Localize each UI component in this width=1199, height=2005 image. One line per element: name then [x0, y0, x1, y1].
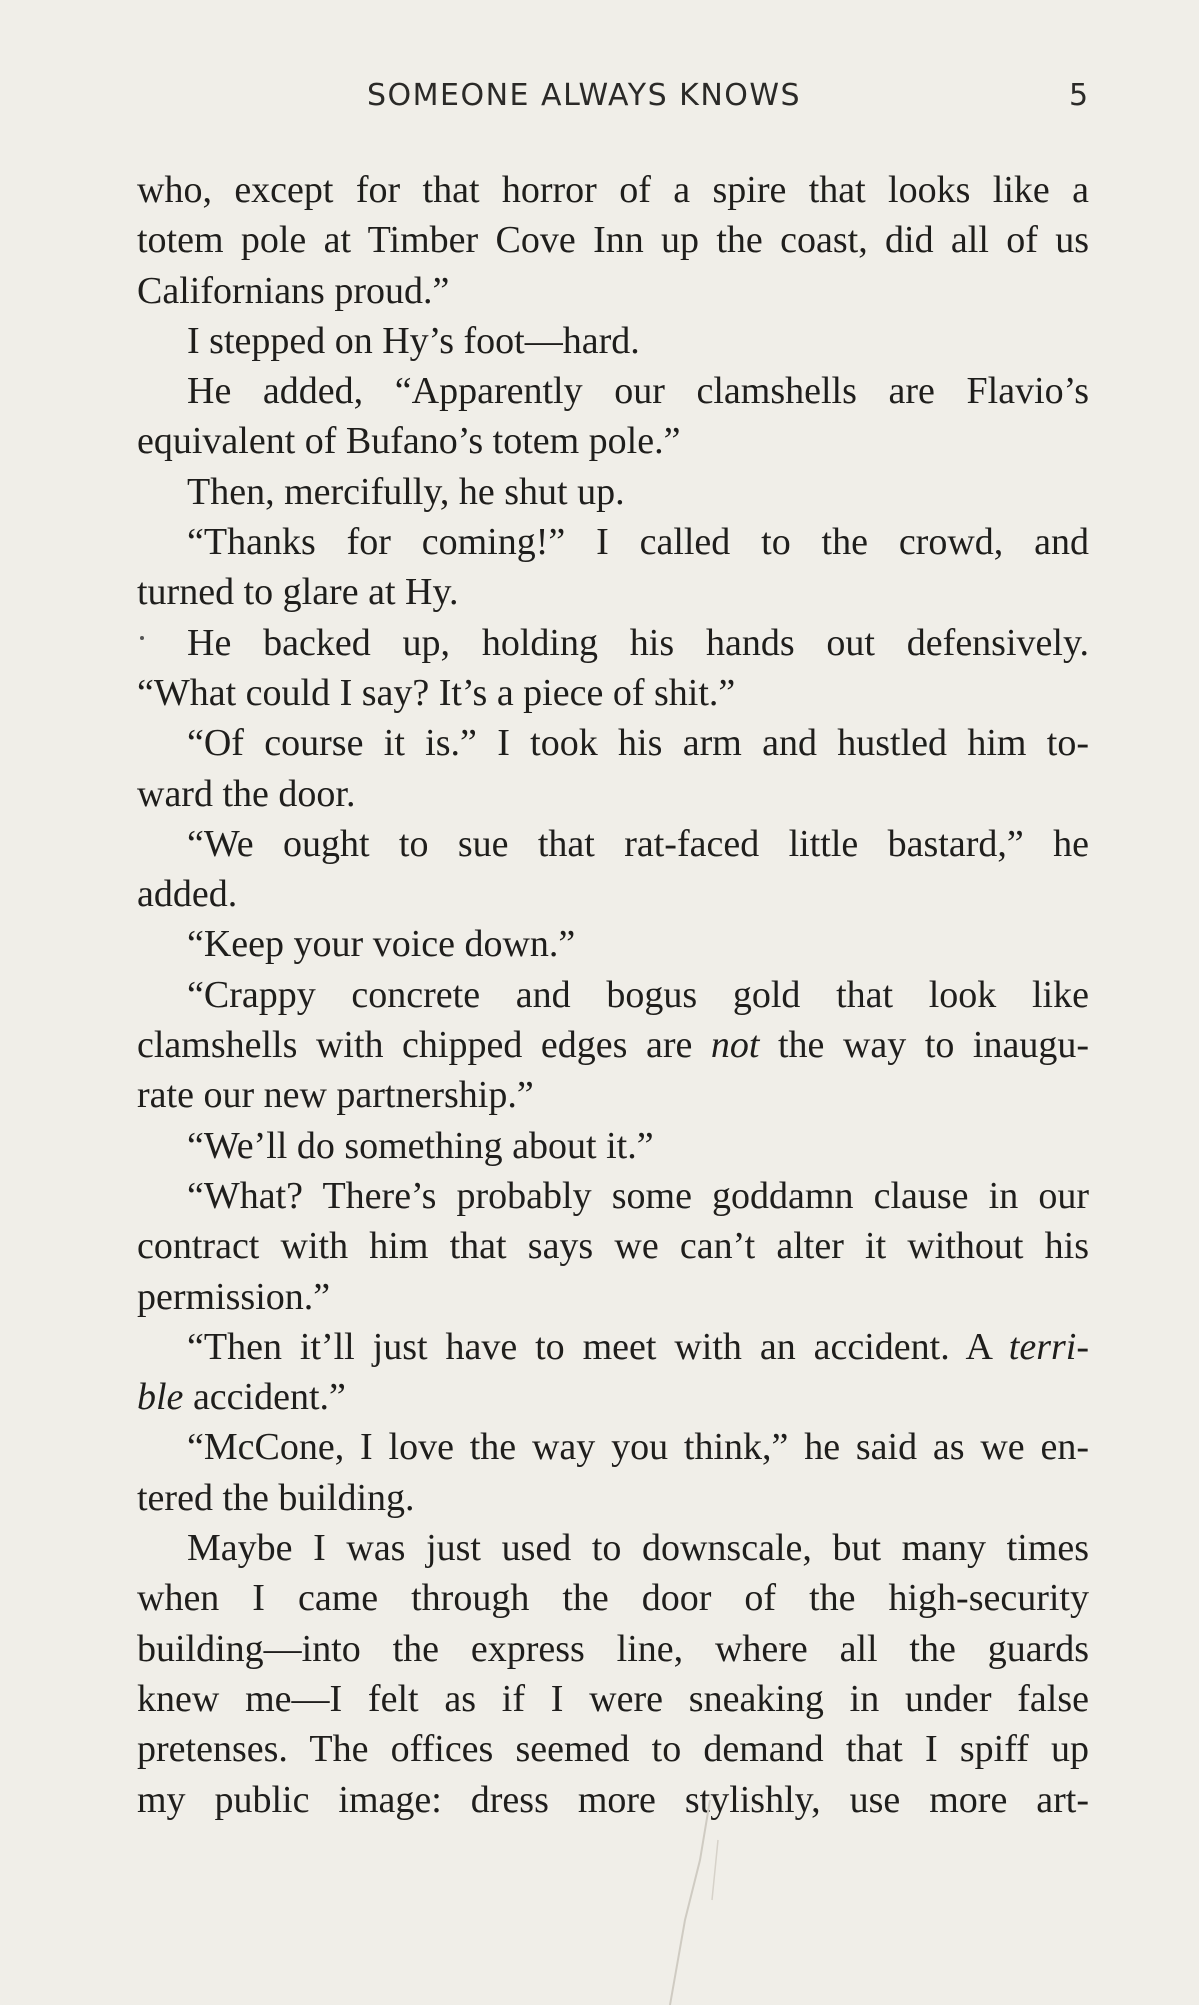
page-number: 5 — [1069, 78, 1089, 113]
text-line: knew me—I felt as if I were sneaking in under false — [137, 1677, 1089, 1720]
text-line: who, except for that horror of a spire that looks like a — [137, 169, 1089, 211]
text-line: He added, “Apparently our clamshells are Flavio’s — [187, 370, 1089, 413]
text-line: I stepped on Hy’s foot—hard. — [187, 319, 640, 362]
text-line: “What could I say? It’s a piece of shit.” — [137, 671, 736, 714]
text-line: equivalent of Bufano’s totem pole.” — [137, 420, 681, 463]
text-line: Californians proud.” — [137, 269, 450, 312]
text-line: pretenses. The offices seemed to demand that I spiff up — [137, 1728, 1089, 1771]
running-title: SOMEONE ALWAYS KNOWS — [367, 78, 802, 113]
text-line: permission.” — [137, 1275, 331, 1318]
text-line: “Keep your voice down.” — [187, 923, 576, 966]
text-line: He backed up, holding his hands out defensively. — [187, 621, 1089, 664]
italic-word: ble — [137, 1376, 184, 1419]
text-run: “Then it’ll just have to meet with an accident. A — [187, 1325, 1009, 1368]
text-line: added. — [137, 873, 238, 916]
text-line — [137, 1020, 1089, 1070]
text-line — [137, 1372, 1089, 1422]
text-line: turned to glare at Hy. — [137, 571, 459, 614]
text-line: ward the door. — [137, 772, 356, 815]
text-line: “McCone, I love the way you think,” he said as we en- — [187, 1426, 1089, 1469]
text-line: rate our new partnership.” — [137, 1074, 534, 1117]
text-line: contract with him that says we can’t alter it without his — [137, 1225, 1089, 1268]
body-text — [137, 165, 1089, 1825]
text-line: “Crappy concrete and bogus gold that look like — [187, 973, 1089, 1016]
running-head — [0, 78, 1199, 118]
text-run: the way to inaugu- — [759, 1024, 1089, 1067]
text-line: building—into the express line, where all the guards — [137, 1627, 1089, 1670]
page-crease-mark — [640, 1800, 760, 2005]
text-line — [137, 1322, 1089, 1372]
text-run: accident.” — [183, 1376, 346, 1419]
italic-word: terri- — [1008, 1325, 1089, 1368]
text-line: Then, mercifully, he shut up. — [187, 470, 625, 513]
italic-word: not — [710, 1024, 760, 1067]
text-line: “We’ll do something about it.” — [187, 1124, 654, 1167]
text-line: tered the building. — [137, 1476, 415, 1519]
text-run: clamshells with chipped edges are — [137, 1024, 711, 1067]
text-line: “What? There’s probably some goddamn clause in our — [187, 1174, 1089, 1217]
text-line: “Thanks for coming!” I called to the crowd, and — [187, 521, 1089, 564]
text-line: “We ought to sue that rat-faced little bastard,” he — [187, 822, 1089, 865]
text-line: “Of course it is.” I took his arm and hustled him to- — [187, 722, 1089, 765]
text-line: when I came through the door of the high-security — [137, 1577, 1089, 1620]
text-line: my public image: dress more stylishly, use more art- — [137, 1778, 1089, 1821]
text-line: Maybe I was just used to downscale, but many times — [187, 1527, 1089, 1570]
text-line: totem pole at Timber Cove Inn up the coast, did all of us — [137, 219, 1089, 262]
